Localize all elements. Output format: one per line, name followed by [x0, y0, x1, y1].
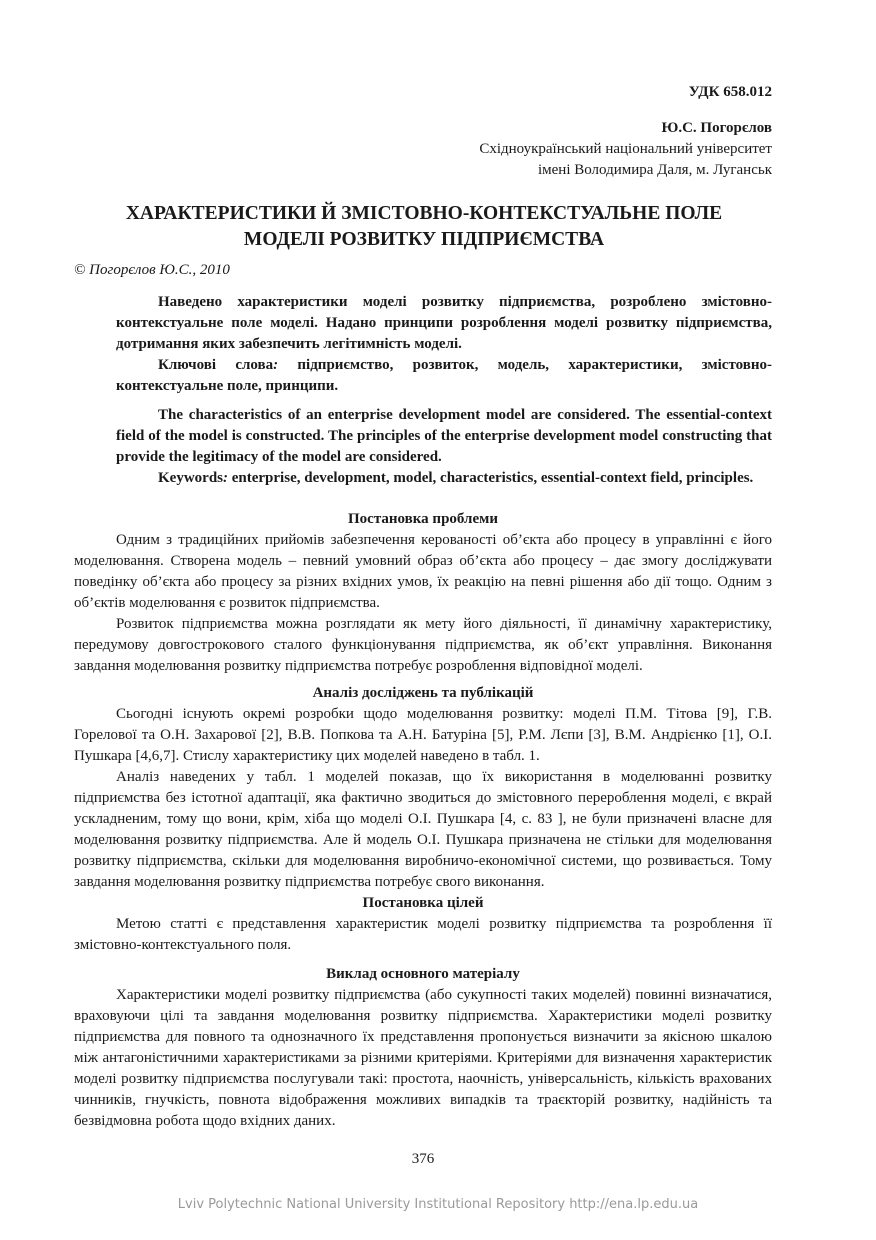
section-analysis-paragraph-2: Аналіз наведених у табл. 1 моделей показав, що їх використання в моделюванні розвитку підприємства без істотної адаптації, яка фактично зводиться до змістовного перероблення моделі, є вкрай ускладненим, тому що вони, крім, хіба що моделі О.І. Пушкара [4, с. 83 ], не були призначені власне для моделювання розвитку підприємства. Але й модель О.І. Пушкара призначена не стільки для моделювання розвитку підприємства, скільки для моделювання виробничо-економічної системи, що розвивається. Тому завдання моделювання розвитку підприємства потребує свого виконання.	[74, 769, 772, 890]
repository-footer: Lviv Polytechnic National University Institutional Repository http://ena.lp.edu.ua	[177, 1197, 699, 1212]
title-line-1: ХАРАКТЕРИСТИКИ Й ЗМІСТОВНО-КОНТЕКСТУАЛЬНЕ ПОЛЕ	[125, 203, 723, 224]
section-goals-paragraph-1: Метою статті є представлення характеристик моделі розвитку підприємства та розроблення її змістовно-контекстуального поля.	[74, 916, 772, 953]
page-number: 376	[411, 1151, 435, 1167]
keywords-en	[116, 468, 772, 489]
section-goals-heading: Постановка цілей	[362, 895, 484, 911]
copyright: © Погорєлов Ю.С., 2010	[74, 262, 230, 278]
keywords-ua-colon: :	[273, 357, 279, 373]
affiliation-line-2: імені Володимира Даля, м. Луганськ	[537, 162, 772, 178]
title-line-2: МОДЕЛІ РОЗВИТКУ ПІДПРИЄМСТВА	[243, 229, 605, 250]
paper-title	[74, 201, 774, 253]
abstract-en-text: The characteristics of an enterprise development model are considered. The essential-context field of the model is constructed. The principles of the enterprise development model constructing that provide the legitimacy of the model are considered.	[116, 407, 772, 465]
keywords-ua-list: підприємство, розвиток, модель, характеристики, змістовно-контекстуальне поле, принципи.	[116, 357, 773, 394]
section-problem-heading: Постановка проблеми	[348, 511, 498, 527]
section-problem-paragraph-2: Розвиток підприємства можна розглядати як мету його діяльності, її динамічну характеристику, передумову довгострокового сталого функціонування підприємства, як об’єкт управління. Виконання завдання моделювання розвитку підприємства потребує розроблення відповідної моделі.	[74, 616, 772, 674]
keywords-ua	[116, 355, 772, 397]
section-problem	[74, 509, 772, 677]
keywords-en-colon: :	[223, 470, 228, 486]
udk-code: УДК 658.012	[688, 84, 772, 100]
section-analysis	[74, 683, 772, 893]
section-goals	[74, 893, 772, 956]
author-name: Ю.С. Погорєлов	[661, 120, 772, 136]
section-analysis-paragraph-1: Сьогодні існують окремі розробки щодо моделювання розвитку: моделі П.М. Тітова [9], Г.В. Горелової та О.Н. Захарової [2], В.В. Попкова та А.Н. Батуріна [5], Р.М. Лєпи [3], В.М. Андрієнко [1], О.І. Пушкара [4,6,7]. Стислу характеристику цих моделей наведено в табл. 1.	[74, 706, 772, 764]
abstract-ua-text: Наведено характеристики моделі розвитку підприємства, розроблено змістовно-контекстуальне поле моделі. Надано принципи розроблення моделі розвитку підприємства, дотримання яких забезпечить легітимність моделі.	[116, 294, 772, 352]
section-main-heading: Виклад основного матеріалу	[326, 966, 520, 982]
section-analysis-heading: Аналіз досліджень та публікацій	[312, 685, 534, 701]
author-block	[479, 118, 772, 181]
keywords-en-label: Keywords	[158, 470, 223, 486]
section-main	[74, 964, 772, 1132]
affiliation-line-1: Східноукраїнський національний університет	[479, 141, 772, 157]
abstract-ukrainian	[116, 292, 772, 397]
abstract-english	[116, 405, 772, 489]
section-main-paragraph-1: Характеристики моделі розвитку підприємства (або сукупності таких моделей) повинні визначатися, враховуючи цілі та завдання моделювання розвитку підприємства. Характеристики моделі розвитку підприємства для повного та однозначного їх представлення пропонується визначити за якісною шкалою між антагоністичними характеристиками за різними критеріями. Критеріями для визначення характеристик моделі розвитку підприємства послугували такі: простота, наочність, універсальність, кількість врахованих чинників, гнучкість, повнота відображення можливих випадків та траєкторій розвитку, надійність та безвідмовна робота щодо вхідних даних.	[74, 987, 772, 1129]
keywords-en-list: enterprise, development, model, characteristics, essential-context field, principles.	[228, 470, 754, 486]
keywords-ua-label: Ключові слова	[158, 357, 274, 373]
section-problem-paragraph-1: Одним з традиційних прийомів забезпечення керованості об’єкта або процесу в управлінні є його моделювання. Створена модель – певний умовний образ об’єкта або процесу – дає змогу досліджувати поведінку об’єкта або процесу за різних вхідних умов, їх реакцію на певні рішення або дії тощо. Одним з об’єктів моделювання є розвиток підприємства.	[74, 532, 772, 611]
